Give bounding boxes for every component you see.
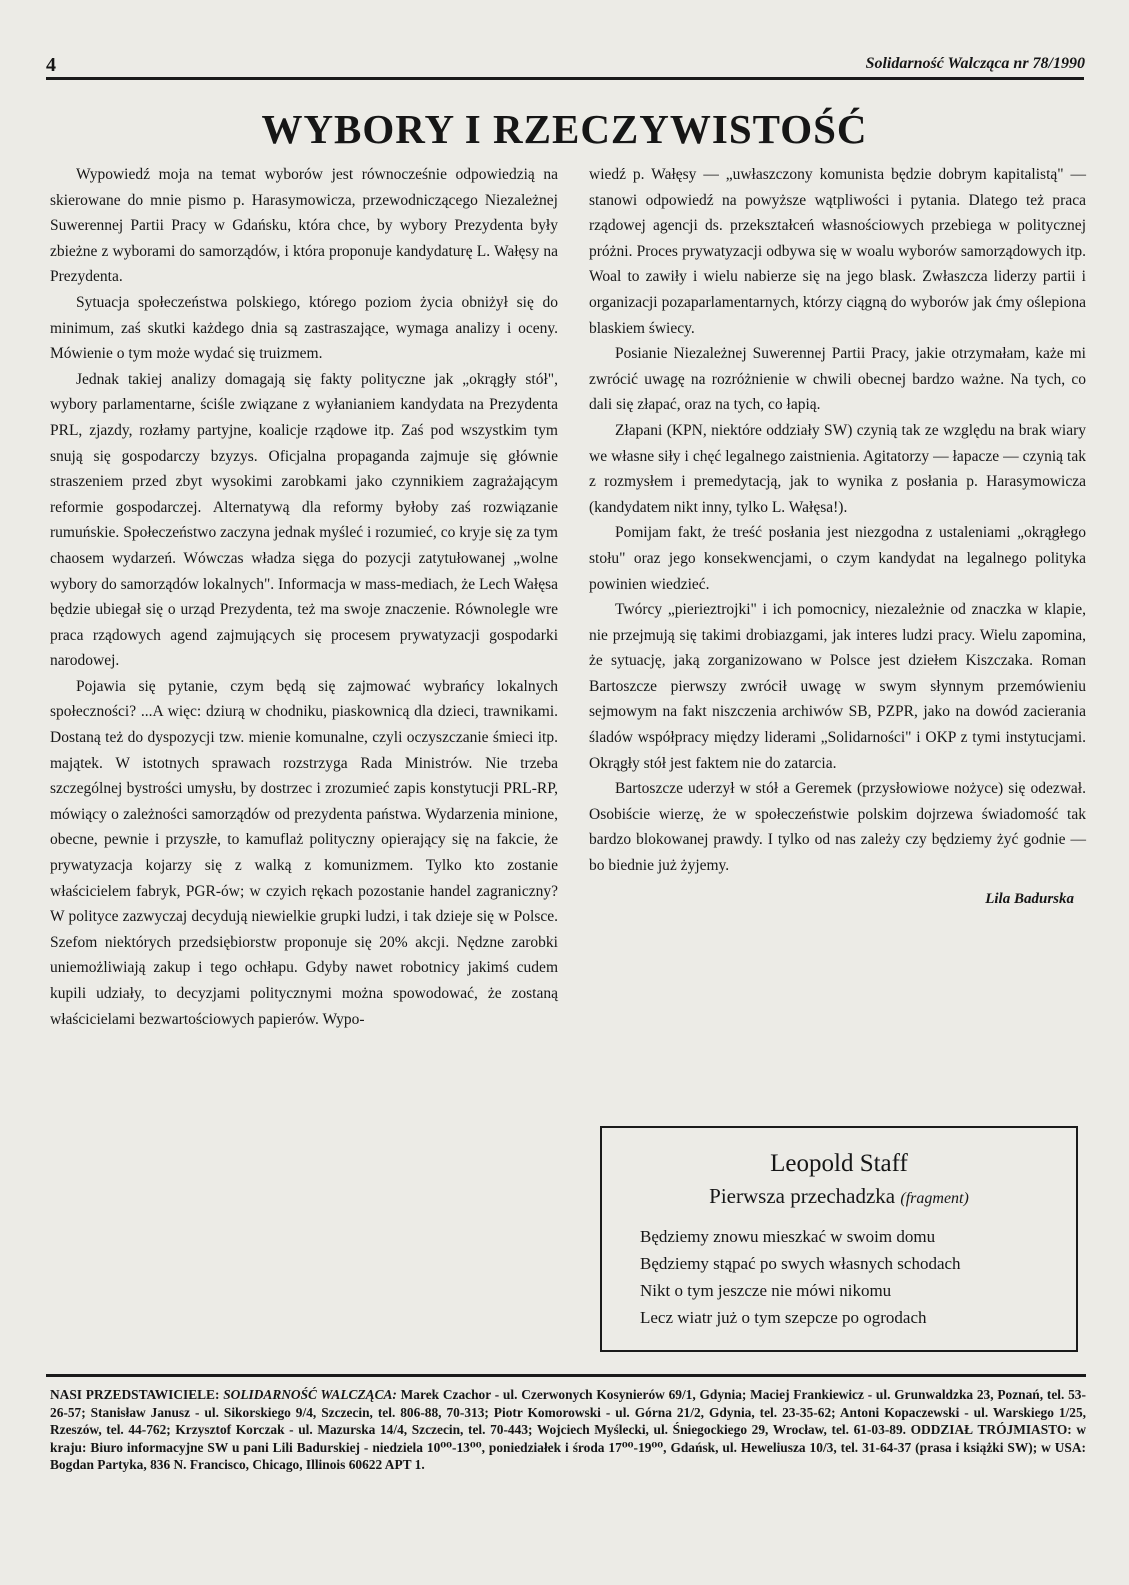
article-paragraph: Sytuacja społeczeństwa polskiego, którego poziom życia obniżył się do minimum, zaś skutki każdego dnia są zastraszające, wymaga analizy i oceny. Mówienie o tym może wydać się truizmem. [50,293,558,363]
publication-title: Solidarność Walcząca nr 78/1990 [865,55,1085,72]
article-paragraph: Jednak takiej analizy domagają się fakty polityczne jak „okrągły stół", wybory parlamentarne, ściśle związane z wyłanianiem kandydata na Prezydenta PRL, zjazdy, rozłamy partyjne, koalicje rządowe itp. Zaś pod wszystkim tym snują się gospodarczy bzyzys. Oficjalna propaganda zajmuje się głównie straszeniem przed zbyt wysokimi zarobkami jako czynnikiem zagrażającym reformie gospodarczej. Alternatywą dla reformy byłoby zaś rozwiązanie rumuńskie. Społeczeństwo zaczyna jednak myśleć i rozumieć, co kryje się za tym chaosem wydarzeń. Wówczas władza sięga do pozycji zatytułowanej „wolne wybory do samorządów lokalnych". Informacja w mass-mediach, że Lech Wałęsa będzie ubiegał się o urząd Prezydenta, też ma swoje znaczenie. Równolegle wre praca rządowych agend zajmujących się procesem prywatyzacji gospodarki narodowej. [50,370,558,670]
footer-text: Marek Czachor - ul. Czerwonych Kosynierów 69/1, Gdynia; Maciej Frankiewicz - ul. Grunwaldzka 23, Poznań, tel. 53-26-57; Stanisław Janusz - ul. Sikorskiego 9/4, Szczecin, tel. 806-88, 70-313; Piotr Komorowski - ul. Górna 21/2, Gdynia, tel. 23-35-62; Antoni Kopaczewski - ul. Warskiego 1/25, Rzeszów, tel. 44-762; Krzysztof Korczak - ul. Mazurska 14/4, Szczecin, tel. 70-443; Wojciech Myślecki, ul. Śniegockiego 29, Wrocław, tel. 61-03-89. ODDZIAŁ TRÓJMIASTO: w kraju: Biuro informacyjne SW u pani Lili Badurskiej - niedziela 10⁰⁰-13⁰⁰, poniedziałek i środa 17⁰⁰-19⁰⁰, Gdańsk, ul. Heweliusza 10/3, tel. 31-64-37 (prasa i książki SW); w USA: Bogdan Partyka, 836 N. Francisco, Chicago, Illinois 60622 APT 1. [50,1387,1086,1473]
article-paragraph: Wypowiedź moja na temat wyborów jest równocześnie odpowiedzią na skierowane do mnie pismo p. Harasymowicza, przewodniczącego Niezależnej Suwerennej Partii Pracy w Gdańsku, która chce, by wybory Prezydenta były zbieżne z wyborami do samorządów, i która proponuje kandydaturę L. Wałęsy na Prezydenta. [50,166,558,286]
poem-fragment-note: (fragment) [900,1190,969,1207]
poem-line: Będziemy stąpać po swych własnych schodach [640,1254,961,1273]
poem-lines [640,1223,1076,1331]
page-number: 4 [46,54,56,76]
footer-rule [46,1374,1086,1377]
representatives-footer [50,1386,1086,1474]
article-title: WYBORY I RZECZYWISTOŚĆ [261,106,868,152]
poem-box [600,1126,1078,1352]
poem-line: Lecz wiatr już o tym szepcze po ogrodach [640,1308,927,1327]
article-author: Lila Badurska [985,890,1074,907]
article-paragraph: wiedź p. Wałęsy — „uwłaszczony komunista będzie dobrym kapitalistą" — stanowi odpowiedź na powyższe wątpliwości i pytania. Dlatego też praca rządowej agencji ds. przekształceń własnościowych przebiega w politycznej próżni. Proces prywatyzacji odbywa się w woalu wyborów samorządowych itp. Woal to zawiły i wielu nabierze się na jego blask. Zwłaszcza liderzy partii i organizacji pozaparlamentarnych, którzy ciągną do wyborów jak ćmy oślepiona blaskiem świecy. [589,166,1086,337]
article-paragraph: Twórcy „pierieztrojki" i ich pomocnicy, niezależnie od znaczka w klapie, nie przejmują się takimi drobiazgami, jak interes ludzi pracy. Wielu zapomina, że sytuację, jaką zorganizowano w Polsce jest dziełem Kiszczaka. Roman Bartoszcze pierwszy zwrócił uwagę w swym słynnym przemówieniu sejmowym na fakt niszczenia archiwów SB, PZPR, jako na dowód zacierania śladów współpracy między liderami „Solidarności" i OKP z tymi instytucjami. Okrągły stół jest faktem nie do zatarcia. [589,601,1086,772]
article-paragraph: Bartoszcze uderzył w stół a Geremek (przysłowiowe nożyce) się odezwał. Osobiście wierzę, że w społeczeństwie polskim dojrzewa świadomość tak bardzo blokowanej prawdy. I tylko od nas zależy czy będziemy żyć godnie — bo biednie już żyjemy. [589,780,1086,875]
header-rule [46,77,1084,80]
article-paragraph: Pomijam fakt, że treść posłania jest niezgodna z ustaleniami „okrągłego stołu" oraz jego konsekwencjami, o czym kandydat na legalnego polityka powinien wiedzieć. [589,524,1086,593]
poem-author: Leopold Staff [770,1150,908,1177]
article-paragraph: Pojawia się pytanie, czym będą się zajmować wybrańcy lokalnych społeczności? ...A więc: dziurą w chodniku, piaskownicą dla dzieci, trawnikami. Dostaną też do dyspozycji tzw. mienie komunalne, czyli oczyszczanie śmieci itp. majątek. W istotnych sprawach rozstrzyga Rada Ministrów. Nie trzeba szczególnej bystrości umysłu, by dostrzec i zrozumieć zapis konstytucji PRL-RP, mówiący o zależności samorządów od prezydenta państwa. Wydarzenia minione, obecne, pewnie i przyszłe, to kamuflaż polityczny opierający się na fakcie, że prywatyzacja kojarzy się z walką z komunizmem. Tylko kto zostanie właścicielem fabryk, PGR-ów; w czyich rękach pozostanie handel zagraniczny? W polityce zazwyczaj decydują niewielkie grupki ludzi, i tak dzieje się w Polsce. Szefom niektórych przedsiębiorstw proponuje się 20% akcji. Nędzne zarobki uniemożliwiają zakup i tego ochłapu. Gdyby nawet robotnicy jakimś cudem kupili udziały, to decyzjami politycznymi można spowodować, że zostaną właścicielami bezwartościowych papierów. Wypo- [50,677,558,1028]
poem-line: Nikt o tym jeszcze nie mówi nikomu [640,1281,892,1300]
poem-line: Będziemy znowu mieszkać w swoim domu [640,1227,936,1246]
poem-title-line [602,1184,1076,1209]
article-paragraph: Posianie Niezależnej Suwerennej Partii Pracy, jakie otrzymałam, każe mi zwrócić uwagę na rozróżnienie w chwili obecnej bardzo ważne. Na tych, co dali się złapać, oraz na tych, co łapią. [589,345,1086,414]
footer-publication: SOLIDARNOŚĆ WALCZĄCA: [223,1387,397,1402]
article-column-left [50,162,558,1032]
footer-lead: NASI PRZEDSTAWICIELE: [50,1387,220,1402]
article-column-right [589,162,1086,912]
article-paragraph: Złapani (KPN, niektóre oddziały SW) czynią tak ze względu na brak wiary we własne siły i chęć legalnego zaistnienia. Agitatorzy — łapacze — czynią tak z rozmysłem i premedytacją, jak to wynika z posłania p. Harasymowicza (kandydatem nikt inny, tylko L. Wałęsa!). [589,421,1086,516]
poem-title: Pierwsza przechadzka [709,1184,896,1208]
